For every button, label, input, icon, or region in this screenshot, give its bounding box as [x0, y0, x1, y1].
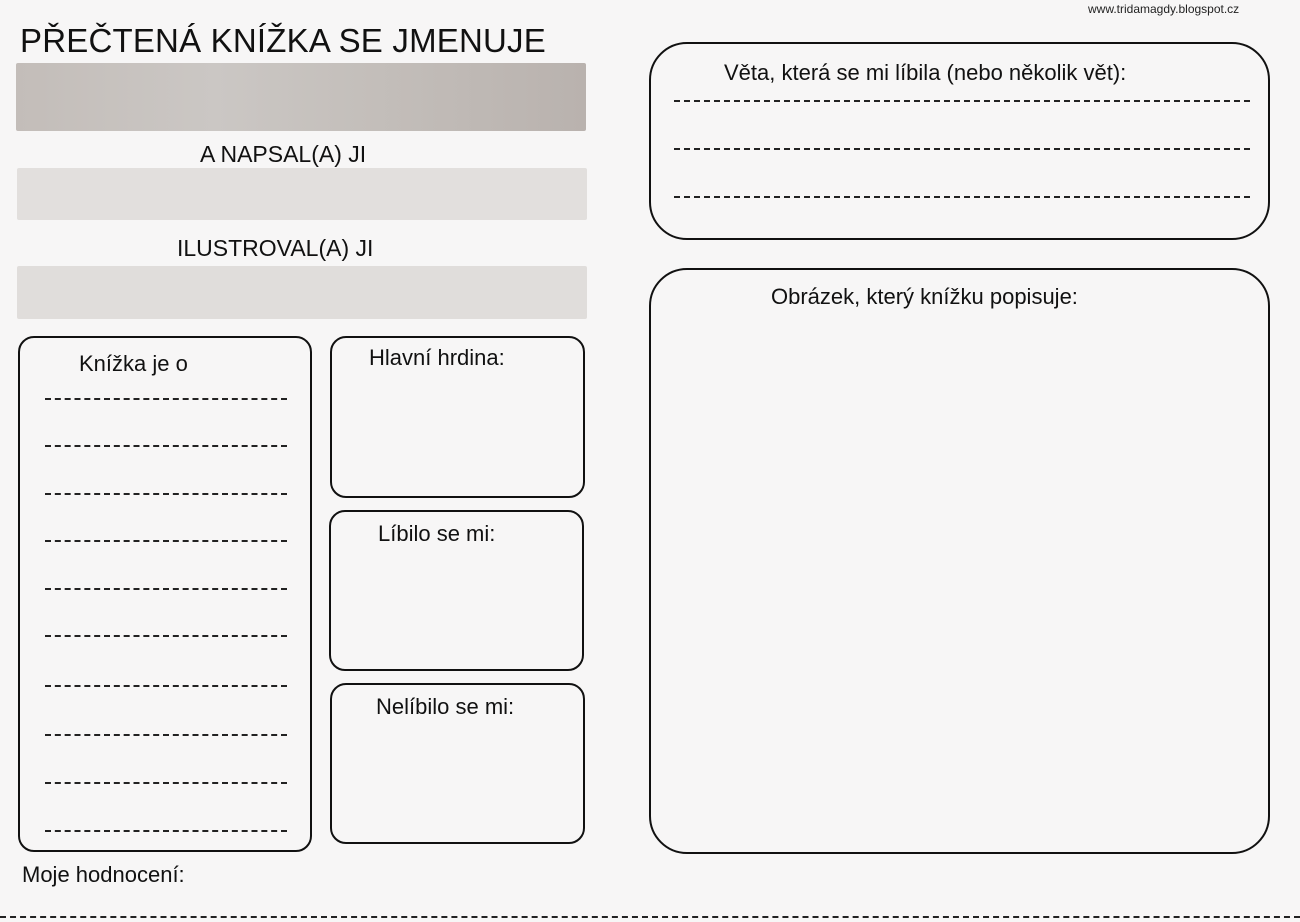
writing-line[interactable]	[45, 493, 287, 495]
rating-line[interactable]	[0, 916, 1300, 918]
page-title: PŘEČTENÁ KNÍŽKA SE JMENUJE	[20, 22, 546, 59]
writing-line[interactable]	[45, 540, 287, 542]
book-about-label: Knížka je o	[79, 351, 188, 376]
writing-line[interactable]	[45, 635, 287, 637]
illustrator-label: ILUSTROVAL(A) JI	[177, 235, 374, 261]
author-label: A NAPSAL(A) JI	[200, 141, 367, 167]
writing-line[interactable]	[674, 100, 1250, 102]
main-hero-label: Hlavní hrdina:	[369, 345, 505, 370]
writing-line[interactable]	[45, 782, 287, 784]
writing-line[interactable]	[45, 445, 287, 447]
rating-label: Moje hodnocení:	[22, 862, 185, 887]
writing-line[interactable]	[45, 830, 287, 832]
author-field[interactable]	[17, 168, 587, 220]
writing-line[interactable]	[45, 398, 287, 400]
writing-line[interactable]	[45, 588, 287, 590]
book-about-box	[18, 336, 312, 852]
writing-line[interactable]	[45, 734, 287, 736]
illustrator-field[interactable]	[17, 266, 587, 319]
disliked-label: Nelíbilo se mi:	[376, 694, 515, 719]
writing-line[interactable]	[45, 685, 287, 687]
picture-label: Obrázek, který knížku popisuje:	[771, 284, 1078, 309]
favorite-sentence-label: Věta, která se mi líbila (nebo několik vět):	[724, 60, 1127, 85]
writing-line[interactable]	[674, 148, 1250, 150]
book-title-field[interactable]	[16, 63, 586, 131]
picture-box[interactable]	[649, 268, 1270, 854]
source-url: www.tridamagdy.blogspot.cz	[1088, 2, 1240, 16]
writing-line[interactable]	[674, 196, 1250, 198]
liked-label: Líbilo se mi:	[378, 521, 496, 546]
